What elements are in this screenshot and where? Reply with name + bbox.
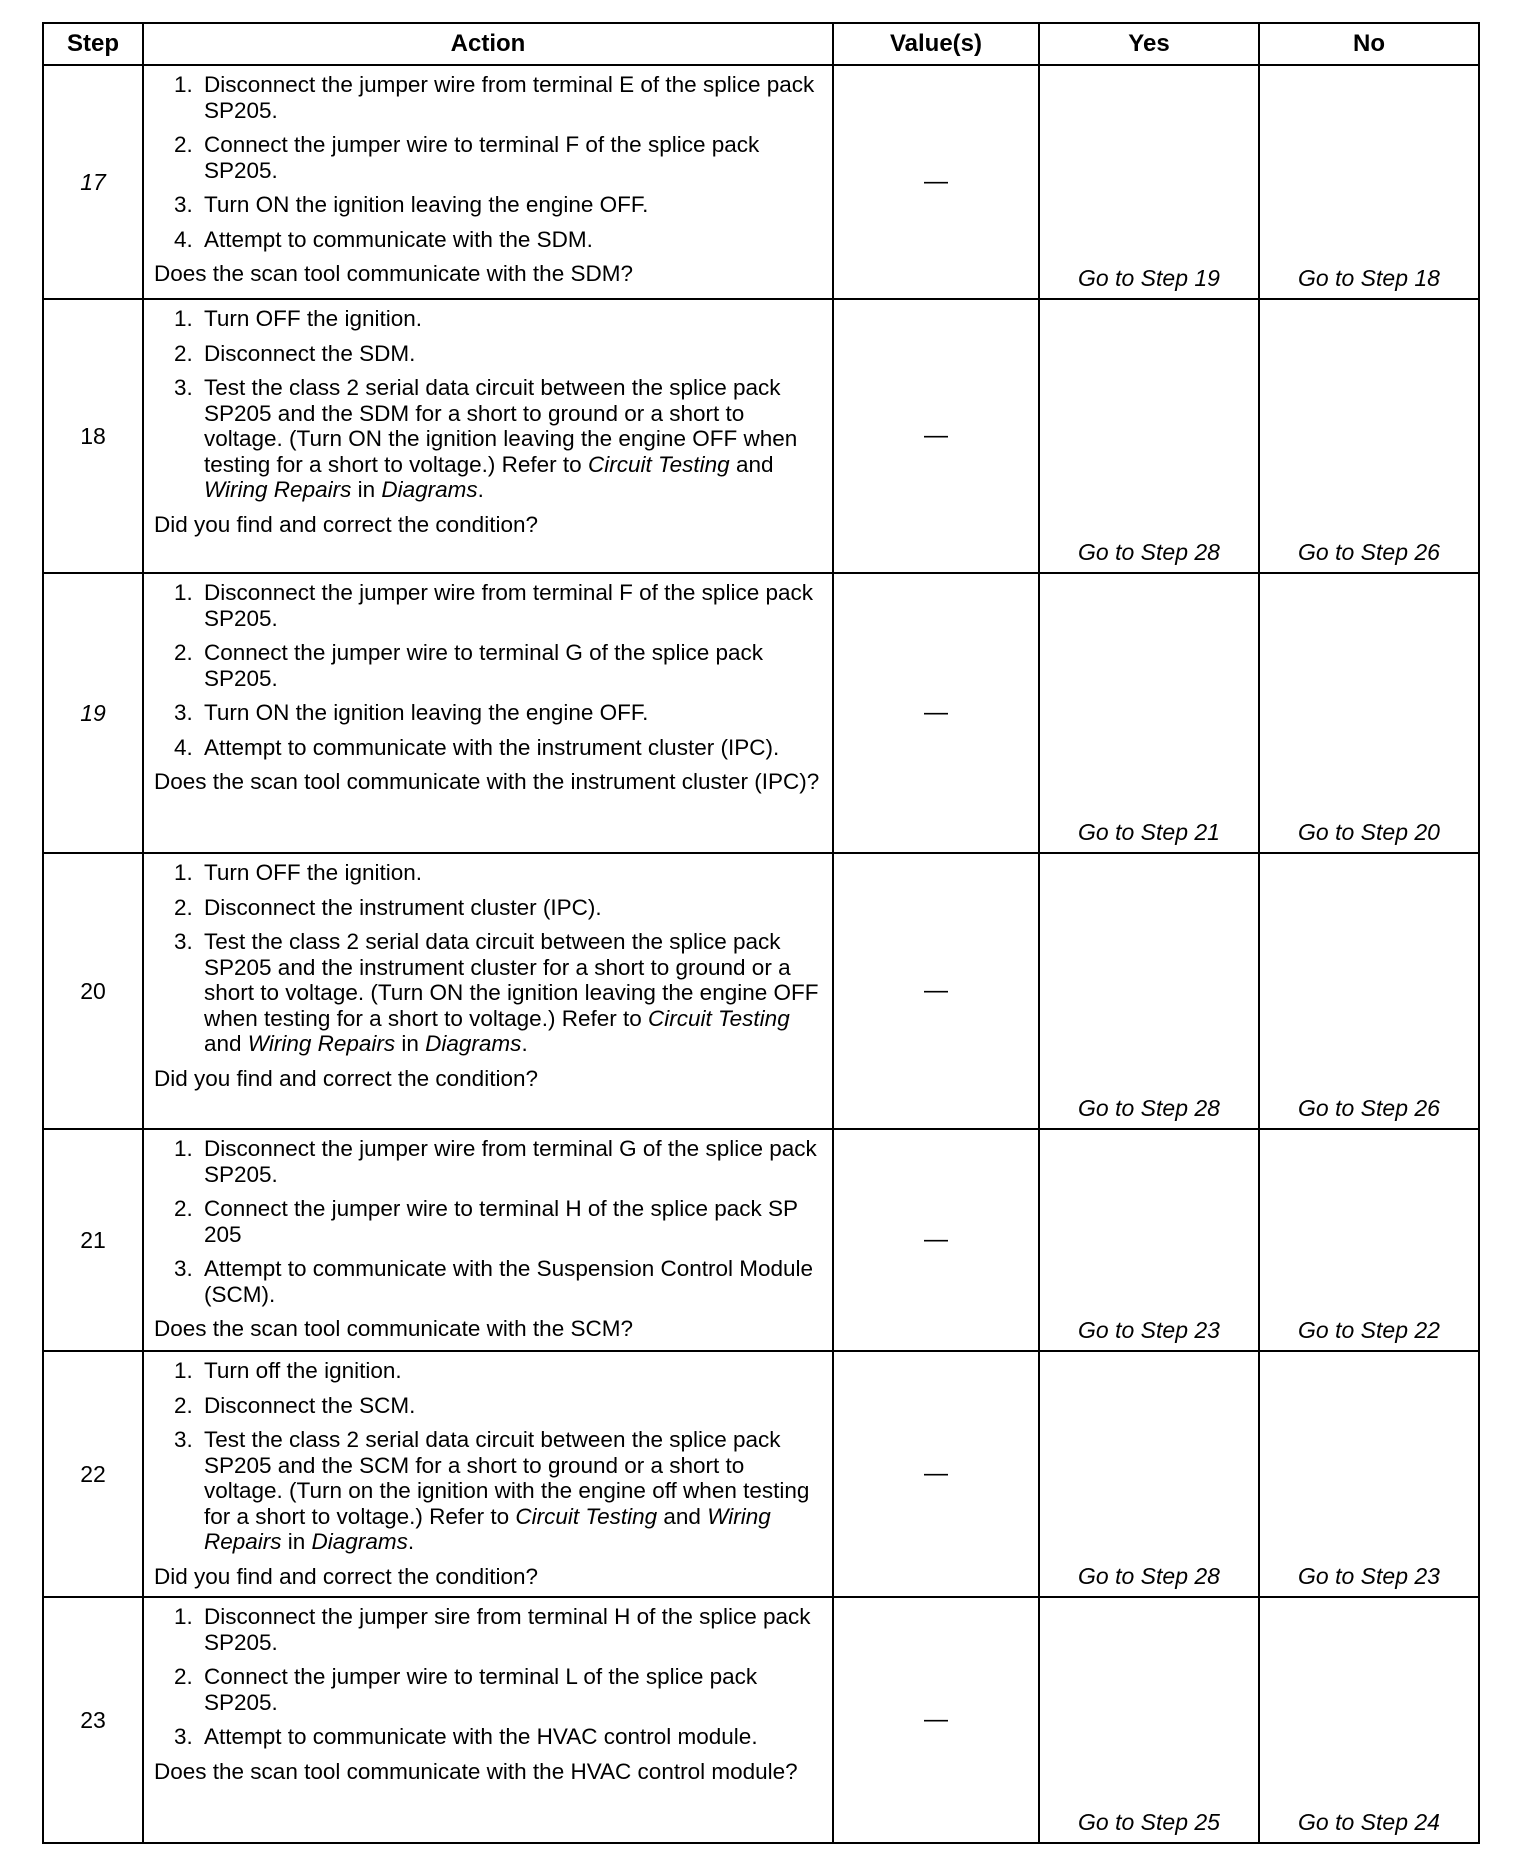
no-link[interactable]: Go to Step 26 — [1259, 299, 1479, 573]
list-item: 1. Disconnect the jumper wire from terminal G of the splice pack SP205. — [174, 1136, 817, 1187]
question: Does the scan tool communicate with the instrument cluster (IPC)? — [154, 769, 820, 794]
action-cell — [143, 853, 833, 1129]
table-row — [43, 853, 1479, 1129]
step-number: 18 — [43, 299, 143, 573]
header-action: Action — [143, 23, 833, 65]
value-cell: — — [833, 65, 1039, 299]
list-item: 1. Disconnect the jumper wire from terminal F of the splice pack SP205. — [174, 580, 813, 631]
value-cell: — — [833, 573, 1039, 853]
action-list — [154, 72, 822, 252]
diagnostic-table — [42, 22, 1480, 1844]
action-cell — [143, 65, 833, 299]
value-cell: — — [833, 1597, 1039, 1843]
procedure-page — [42, 22, 1478, 1844]
step-number: 21 — [43, 1129, 143, 1351]
list-item: 3. Turn ON the ignition leaving the engine OFF. — [174, 700, 649, 725]
step-number: 20 — [43, 853, 143, 1129]
yes-link[interactable]: Go to Step 19 — [1039, 65, 1259, 299]
step-number: 19 — [43, 573, 143, 853]
action-list — [154, 1358, 822, 1555]
list-item: 1. Turn off the ignition. — [174, 1358, 402, 1383]
list-item: 3. Turn ON the ignition leaving the engine OFF. — [174, 192, 649, 217]
list-item: 2. Connect the jumper wire to terminal G of the splice pack SP205. — [174, 640, 764, 691]
list-item: 3. Attempt to communicate with the HVAC control module. — [174, 1724, 758, 1749]
list-item: 1. Turn OFF the ignition. — [174, 306, 423, 331]
value-cell: — — [833, 299, 1039, 573]
action-list — [154, 580, 822, 760]
list-item: 2. Disconnect the instrument cluster (IPC). — [174, 894, 602, 920]
yes-link[interactable]: Go to Step 23 — [1039, 1129, 1259, 1351]
yes-link[interactable]: Go to Step 21 — [1039, 573, 1259, 853]
table-row — [43, 1351, 1479, 1597]
action-cell — [143, 1129, 833, 1351]
yes-link[interactable]: Go to Step 28 — [1039, 1351, 1259, 1597]
list-item: 2. Disconnect the SDM. — [174, 340, 416, 366]
no-link[interactable]: Go to Step 22 — [1259, 1129, 1479, 1351]
value-cell: — — [833, 1351, 1039, 1597]
list-item: 3. Test the class 2 serial data circuit between the splice pack SP205 and the SCM for a short to ground or a short to voltage. (Turn on the ignition with the engine off when testing for a short to voltage.) Refer to Circuit Testing and Wiring Repairs in Diagrams. — [174, 1427, 810, 1554]
no-link[interactable]: Go to Step 23 — [1259, 1351, 1479, 1597]
no-link[interactable]: Go to Step 20 — [1259, 573, 1479, 853]
question: Does the scan tool communicate with the SCM? — [154, 1316, 633, 1341]
header-step: Step — [43, 23, 143, 65]
header-yes: Yes — [1039, 23, 1259, 65]
table-row — [43, 65, 1479, 299]
list-item: 4. Attempt to communicate with the SDM. — [174, 226, 593, 252]
list-item: 2. Disconnect the SCM. — [174, 1392, 416, 1418]
question: Did you find and correct the condition? — [154, 1563, 538, 1589]
action-list — [154, 860, 822, 1057]
action-cell — [143, 299, 833, 573]
header-no: No — [1259, 23, 1479, 65]
no-link[interactable]: Go to Step 26 — [1259, 853, 1479, 1129]
step-number: 22 — [43, 1351, 143, 1597]
yes-link[interactable]: Go to Step 28 — [1039, 299, 1259, 573]
list-item: 2. Connect the jumper wire to terminal L of the splice pack SP205. — [174, 1664, 758, 1715]
list-item: 3. Test the class 2 serial data circuit between the splice pack SP205 and the instrument cluster for a short to ground or a short to voltage. (Turn ON the ignition leaving the engine OFF when testing for a short to voltage.) Refer to Circuit Testing and Wiring Repairs in Diagrams. — [174, 929, 819, 1056]
list-item: 2. Connect the jumper wire to terminal H of the splice pack SP 205 — [174, 1196, 798, 1247]
question: Does the scan tool communicate with the HVAC control module? — [154, 1758, 798, 1784]
question: Does the scan tool communicate with the SDM? — [154, 261, 633, 286]
table-row — [43, 299, 1479, 573]
list-item: 1. Disconnect the jumper sire from terminal H of the splice pack SP205. — [174, 1604, 811, 1655]
yes-link[interactable]: Go to Step 28 — [1039, 853, 1259, 1129]
list-item: 1. Turn OFF the ignition. — [174, 860, 423, 885]
question: Did you find and correct the condition? — [154, 1065, 538, 1091]
header-row — [43, 23, 1479, 65]
value-cell: — — [833, 853, 1039, 1129]
action-list — [154, 306, 822, 503]
header-values: Value(s) — [833, 23, 1039, 65]
no-link[interactable]: Go to Step 24 — [1259, 1597, 1479, 1843]
question: Did you find and correct the condition? — [154, 511, 538, 537]
step-number: 17 — [43, 65, 143, 299]
list-item: 3. Test the class 2 serial data circuit between the splice pack SP205 and the SDM for a short to ground or a short to voltage. (Turn ON the ignition leaving the engine OFF when testing for a short to voltage.) Refer to Circuit Testing and Wiring Repairs in Diagrams. — [174, 375, 798, 502]
action-list — [154, 1604, 822, 1750]
step-number: 23 — [43, 1597, 143, 1843]
list-item: 4. Attempt to communicate with the instrument cluster (IPC). — [174, 734, 780, 760]
list-item: 1. Disconnect the jumper wire from terminal E of the splice pack SP205. — [174, 72, 815, 123]
table-row — [43, 1129, 1479, 1351]
yes-link[interactable]: Go to Step 25 — [1039, 1597, 1259, 1843]
list-item: 3. Attempt to communicate with the Suspension Control Module (SCM). — [174, 1256, 814, 1307]
no-link[interactable]: Go to Step 18 — [1259, 65, 1479, 299]
action-cell — [143, 1597, 833, 1843]
table-row — [43, 1597, 1479, 1843]
table-row — [43, 573, 1479, 853]
action-cell — [143, 573, 833, 853]
value-cell: — — [833, 1129, 1039, 1351]
action-list — [154, 1136, 822, 1307]
list-item: 2. Connect the jumper wire to terminal F of the splice pack SP205. — [174, 132, 760, 183]
action-cell — [143, 1351, 833, 1597]
